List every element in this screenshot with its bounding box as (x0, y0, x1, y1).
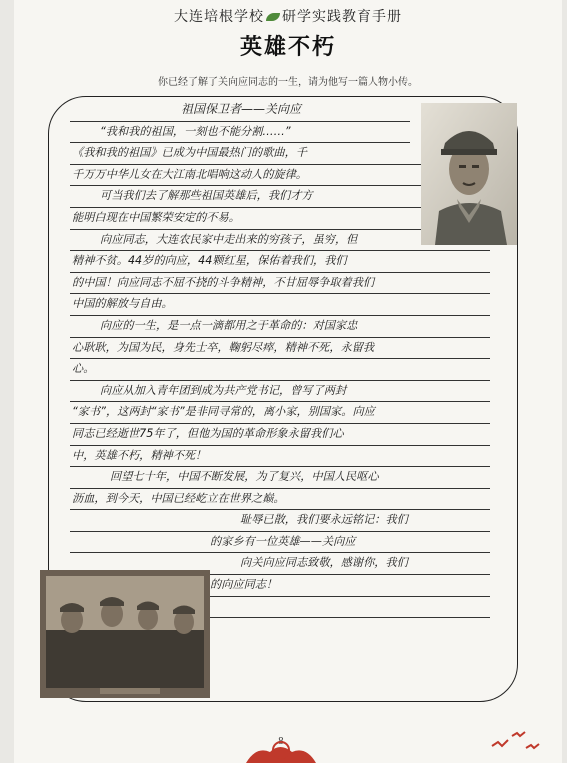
essay-line: 精神不贫。44岁的向应，44颗红星，保佑着我们，我们 (70, 251, 490, 273)
bird-decoration-icon (482, 718, 552, 758)
portrait-photo (421, 103, 517, 245)
essay-line: 向应从加入青年团到成为共产党书记，曾写了两封 (70, 381, 490, 403)
essay-line: 《我和我的祖国》已成为中国最热门的歌曲，千 (70, 143, 490, 165)
essay-heading: 祖国保卫者——关向应 (70, 100, 410, 122)
essay-line: 向关向应同志致敬，感谢你，我们 (70, 553, 490, 575)
writing-instruction: 你已经了解了关向应同志的一生，请为他写一篇人物小传。 (158, 77, 418, 88)
essay-line: 向应同志，大连农民家中走出来的穷孩子，虽穷，但 (70, 230, 490, 252)
group-photo (40, 570, 210, 698)
essay-line: 的中国！向应同志不屈不挠的斗争精神，不甘屈辱争取着我们 (70, 273, 490, 295)
red-decoration-icon (236, 740, 326, 763)
page-header (14, 6, 562, 26)
essay-line: 能明白现在中国繁荣安定的不易。 (70, 208, 490, 230)
essay-line: 向应的一生，是一点一滴都用之于革命的：对国家忠 (70, 316, 490, 338)
essay-line: 心耿耿，为国为民，身先士卒，鞠躬尽瘁，精神不死，永留我 (70, 338, 490, 360)
header-handbook: 研学实践教育手册 (282, 9, 402, 25)
essay-line: 回望七十年，中国不断发展，为了复兴，中国人民呕心 (70, 467, 490, 489)
essay-line: “我和我的祖国，一刻也不能分割……” (70, 122, 410, 144)
leaf-icon (266, 13, 280, 21)
essay-line: 同志已经逝世75年了，但他为国的革命形象永留我们心 (70, 424, 490, 446)
essay-line: 心。 (70, 359, 490, 381)
page-number: 8 (278, 737, 284, 747)
essay-line: 可当我们去了解那些祖国英雄后，我们才方 (70, 186, 490, 208)
essay-line: “家书”，这两封“家书”是非同寻常的，离小家，别国家。向应 (70, 402, 490, 424)
essay-line: 的向应同志！ (70, 575, 490, 597)
essay-line: 的家乡有一位英雄——关向应 (70, 532, 490, 554)
essay-line: 沥血，到今天，中国已经屹立在世界之巅。 (70, 489, 490, 511)
page-title: 英雄不朽 (239, 34, 336, 60)
essay-line: 千万万中华儿女在大江南北唱响这动人的旋律。 (70, 165, 490, 187)
essay-line: 中国的解放与自由。 (70, 294, 490, 316)
header-school: 大连培根学校 (174, 9, 264, 25)
essay-line: 耻辱已散，我们要永远铭记：我们 (70, 510, 490, 532)
essay-line: 中，英雄不朽，精神不死！ (70, 446, 490, 468)
